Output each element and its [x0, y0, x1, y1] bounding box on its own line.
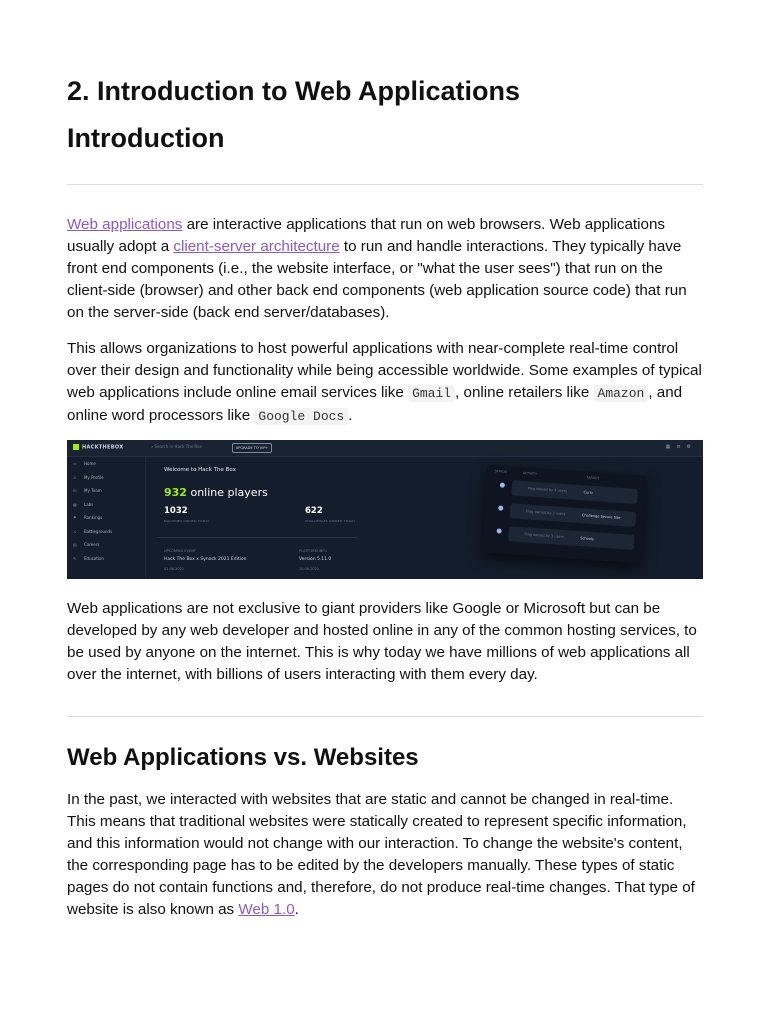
- activity-row: [510, 503, 637, 527]
- section-heading-introduction: Introduction: [67, 123, 225, 153]
- code-gmail: Gmail: [408, 385, 455, 402]
- stat-challenges-label: CHALLENGES OWNED TODAY: [305, 519, 356, 523]
- sidebar-item: [67, 552, 145, 566]
- activity-text: Flag owned by 3 users: [524, 532, 564, 540]
- link-web-applications[interactable]: Web applications: [67, 216, 183, 233]
- online-label: online players: [186, 486, 268, 499]
- event-name: Hack The Box x Synack 2021 Edition: [164, 557, 247, 562]
- sidebar-icon: ▦: [73, 501, 77, 507]
- sidebar-label: Labs: [84, 501, 94, 507]
- sidebar-item: [67, 457, 145, 471]
- stat-machines-label: MACHINES OWNED TODAY: [164, 519, 210, 523]
- sidebar-icon: ✎: [73, 555, 77, 561]
- card-header: TARGET: [586, 475, 600, 481]
- online-count: 932: [164, 486, 187, 499]
- sidebar-icon: ▭: [73, 461, 77, 466]
- sidebar-icon: ♙: [73, 474, 77, 480]
- search-icon: ⌕: [151, 444, 154, 449]
- sidebar-label: My Profile: [84, 474, 104, 480]
- settings-icon: ⚙: [686, 444, 697, 450]
- paragraph-not-exclusive: Web applications are not exclusive to giant providers like Google or Microsoft but can be developed by any web developer and hosted online in any of the common hosting services, to be used by anyone on the internet. This is why today we have millions of web applications all over the internet, with billions of users interacting with them every day.: [67, 600, 697, 683]
- activity-card: [481, 465, 647, 564]
- activity-row: [511, 480, 638, 504]
- event-label: UPCOMING EVENT: [164, 549, 196, 553]
- paragraph-text: to run and handle interactions. They typically have front end components (i.e., the website interface, or "what the user sees") that run on the client-side (browser) and other back end components (web application source code) that run on the server-side (back end server/databases).: [67, 238, 687, 321]
- activity-target: Schooly: [580, 536, 595, 542]
- activity-row: [508, 526, 635, 550]
- paragraph-examples: [67, 338, 703, 428]
- activity-target: Curio: [583, 490, 593, 495]
- activity-text: Flag owned by 4 users: [527, 486, 568, 494]
- status-dot-icon: [500, 482, 505, 487]
- sidebar-icon: ▤: [73, 542, 77, 547]
- sidebar-item: [67, 498, 145, 512]
- screenshot-topbar: [67, 440, 703, 457]
- stat-machines-owned: 1032: [164, 506, 188, 516]
- sidebar-item: [67, 511, 145, 525]
- welcome-text: Welcome to Hack The Box: [164, 467, 236, 473]
- sidebar-item: [67, 538, 145, 552]
- htb-cube-icon: [73, 444, 79, 450]
- code-google-docs: Google Docs: [254, 408, 348, 425]
- paragraph-text: , and online word processors like: [67, 384, 683, 424]
- sidebar-label: Rankings: [84, 515, 103, 520]
- divider: [157, 537, 357, 538]
- sidebar-label: Education: [84, 555, 104, 561]
- paragraph-text: In the past, we interacted with websites that are static and cannot be changed in real-time. This means that traditional websites were statically created to represent specific information, and this information would not change with our interaction. To change the website's content, the corresponding page has to be edited by the developers manually. These types of static pages do not contain functions and, therefore, do not produce real-time changes. That type of website is also known as: [67, 791, 695, 918]
- platform-date: 10.06.2021: [299, 567, 320, 571]
- sidebar-icon: ⚑: [73, 515, 77, 520]
- link-client-server-architecture[interactable]: client-server architecture: [173, 238, 340, 255]
- sidebar-label: My Team: [84, 488, 102, 493]
- page-title: 2. Introduction to Web Applications: [67, 76, 520, 106]
- stat-challenges-owned: 622: [305, 506, 323, 516]
- link-web-1-0[interactable]: Web 1.0: [238, 901, 295, 918]
- online-players: [164, 486, 268, 499]
- paragraph-static-websites: [67, 789, 703, 921]
- topbar-icons: [666, 444, 697, 450]
- event-date: 01.06.2021: [164, 567, 185, 571]
- htb-logo: HACKTHEBOX: [73, 444, 123, 451]
- paragraph-text: This allows organizations to host powerful applications with near-complete real-time control over their design and functionality while being accessible worldwide. Some examples of typical web applications include online email services like: [67, 340, 702, 401]
- divider: [67, 716, 703, 717]
- grid-icon: ▦: [665, 444, 677, 450]
- paragraph-text: , online retailers like: [455, 384, 594, 401]
- section-heading-web-apps-vs-websites: Web Applications vs. Websites: [67, 744, 419, 771]
- sidebar-icon: ⚔: [73, 528, 77, 534]
- sidebar-label: Battlegrounds: [84, 528, 113, 534]
- sidebar-item: [67, 471, 145, 485]
- sidebar-item: [67, 525, 145, 539]
- sidebar-icon: ⛁: [73, 488, 77, 493]
- platform-version: Version 5.11.0: [299, 557, 332, 562]
- status-dot-icon: [498, 505, 503, 510]
- activity-text: Flag owned by 2 users: [525, 509, 566, 517]
- upgrade-button: UPGRADE TO VIP+: [232, 443, 272, 453]
- paragraph-text: are interactive applications that run on web browsers. Web applications usually adopt a: [67, 216, 665, 255]
- card-header: STATUS: [494, 469, 507, 474]
- platform-label: PLATFORM INFO: [299, 549, 328, 553]
- paragraph-text: .: [348, 407, 353, 424]
- htb-dashboard-screenshot: [67, 440, 703, 579]
- status-dot-icon: [496, 528, 501, 533]
- menu-icon: ≡: [676, 444, 687, 450]
- sidebar-label: Home: [84, 461, 96, 466]
- divider: [67, 184, 703, 185]
- paragraph-intro: [67, 214, 703, 324]
- paragraph-text: .: [294, 901, 299, 918]
- sidebar-label: Careers: [84, 542, 100, 547]
- screenshot-sidebar: [67, 457, 146, 579]
- card-header: ACTIVITY: [522, 471, 538, 477]
- screenshot-search: ⌕ Search in Hack The Box: [151, 444, 202, 449]
- activity-target: Challenge Secure Site: [581, 513, 621, 520]
- sidebar-item: [67, 484, 145, 498]
- code-amazon: Amazon: [594, 385, 649, 402]
